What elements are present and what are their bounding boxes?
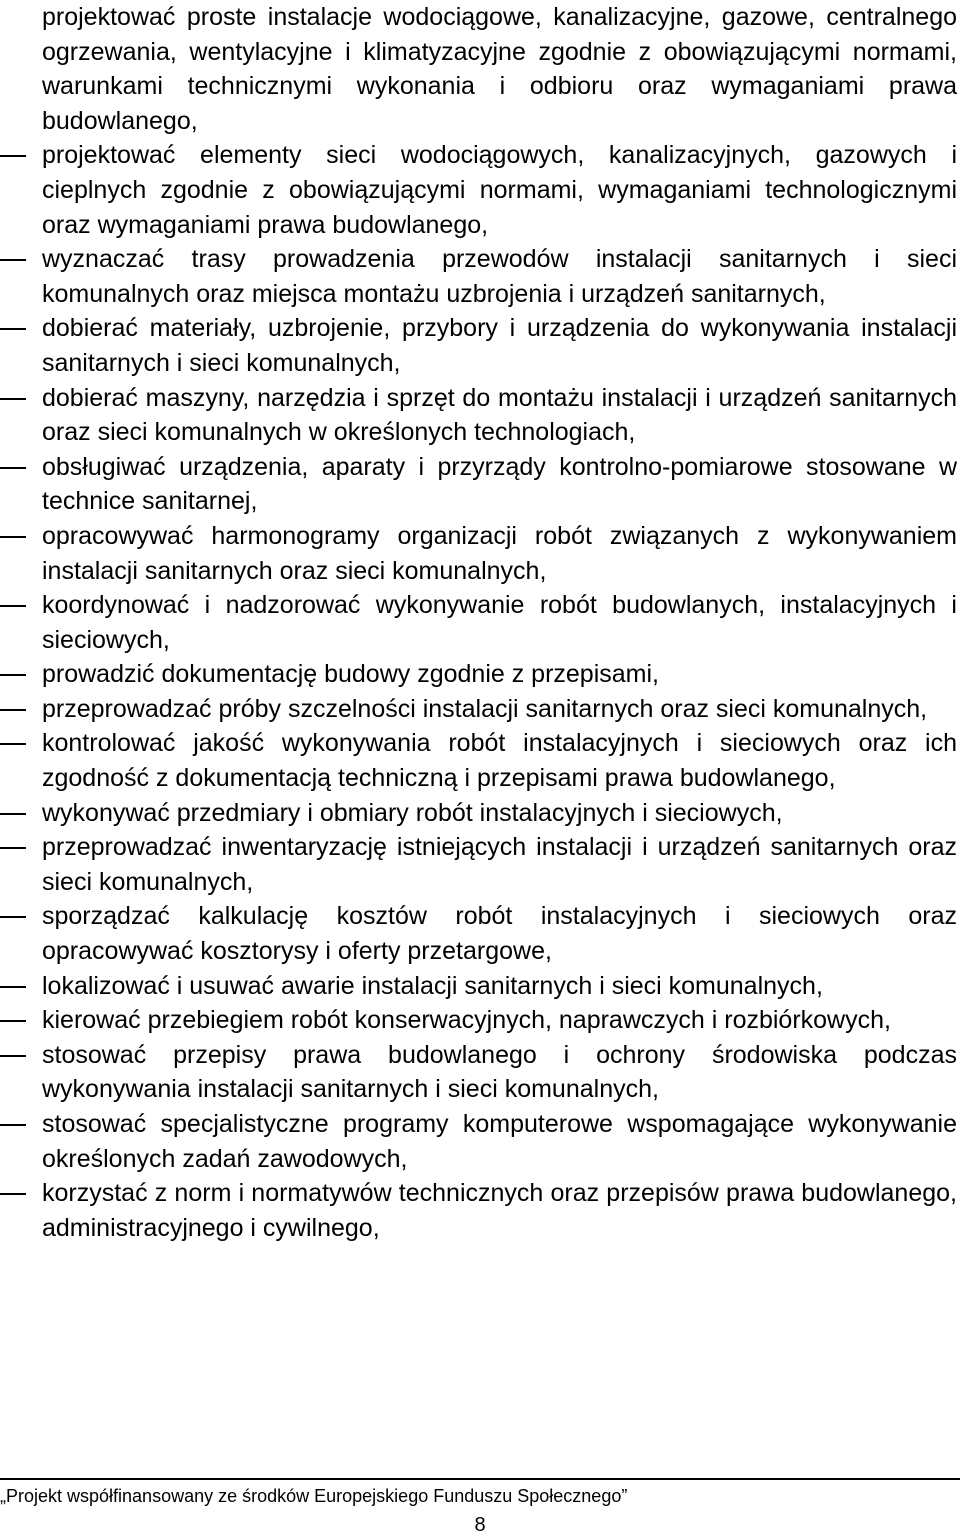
list-item-text: opracowywać harmonogramy organizacji robót związanych z wykonywaniem instalacji sanitarnych oraz sieci komunalnych, xyxy=(42,521,957,585)
list-item-text: dobierać maszyny, narzędzia i sprzęt do montażu instalacji i urządzeń sanitarnych oraz sieci komunalnych w określonych technologiach, xyxy=(42,383,957,447)
list-item-text: korzystać z norm i normatywów technicznych oraz przepisów prawa budowlanego, administracyjnego i cywilnego, xyxy=(42,1179,957,1242)
list-item-text: koordynować i nadzorować wykonywanie robót budowlanych, instalacyjnych i sieciowych, xyxy=(42,591,957,654)
dash-bullet-icon xyxy=(0,847,26,849)
page-number: 8 xyxy=(474,1514,486,1536)
list-item-text: prowadzić dokumentację budowy zgodnie z przepisami, xyxy=(42,660,659,689)
dash-bullet-icon xyxy=(0,1020,26,1022)
list-item-text: projektować proste instalacje wodociągowe, kanalizacyjne, gazowe, centralnego ogrzewania, wentylacyjne i klimatyzacyjne zgodnie z obowiązującymi normami, warunkami technicznymi wykonania i odbioru oraz wymaganiami prawa budowlanego, xyxy=(42,3,957,135)
dash-bullet-icon xyxy=(0,1124,26,1126)
dash-bullet-icon xyxy=(0,1193,26,1195)
dash-bullet-icon xyxy=(0,259,26,261)
list-item xyxy=(0,969,957,1004)
list-item-text: wykonywać przedmiary i obmiary robót instalacyjnych i sieciowych, xyxy=(42,798,783,827)
dash-bullet-icon xyxy=(0,709,26,711)
dash-bullet-icon xyxy=(0,536,26,538)
footer-text: „Projekt współfinansowany ze środków Europejskiego Funduszu Społecznego” xyxy=(0,1486,628,1506)
list-item-text: kontrolować jakość wykonywania robót instalacyjnych i sieciowych oraz ich zgodność z dokumentacją techniczną i przepisami prawa budowlanego, xyxy=(42,729,957,793)
list-item-text: przeprowadzać próby szczelności instalacji sanitarnych oraz sieci komunalnych, xyxy=(42,694,928,723)
dash-bullet-icon xyxy=(0,743,26,745)
dash-bullet-icon xyxy=(0,605,26,607)
list-item xyxy=(0,899,957,968)
dash-bullet-icon xyxy=(0,986,26,988)
footer-divider xyxy=(0,1478,960,1480)
list-item xyxy=(0,692,957,727)
list-item xyxy=(0,830,957,899)
list-item-text: stosować przepisy prawa budowlanego i ochrony środowiska podczas wykonywania instalacji sanitarnych i sieci komunalnych, xyxy=(42,1040,957,1104)
list-item-text: lokalizować i usuwać awarie instalacji sanitarnych i sieci komunalnych, xyxy=(42,971,823,1000)
list-item xyxy=(0,519,957,588)
list-item-text: kierować przebiegiem robót konserwacyjnych, naprawczych i rozbiórkowych, xyxy=(42,1006,891,1035)
list-item xyxy=(0,138,957,242)
list-item xyxy=(0,1003,957,1038)
list-item-text: wyznaczać trasy prowadzenia przewodów instalacji sanitarnych i sieci komunalnych oraz miejsca montażu uzbrojenia i urządzeń sanitarnych, xyxy=(42,245,957,308)
dash-bullet-icon xyxy=(0,1055,26,1057)
dash-bullet-icon xyxy=(0,916,26,918)
dash-bullet-icon xyxy=(0,467,26,469)
list-item-text: przeprowadzać inwentaryzację istniejących instalacji i urządzeń sanitarnych oraz sieci komunalnych, xyxy=(42,833,957,896)
list-item xyxy=(0,796,957,831)
list-item-text: stosować specjalistyczne programy komputerowe wspomagające wykonywanie określonych zadań zawodowych, xyxy=(42,1110,957,1173)
list-item xyxy=(0,588,957,657)
dash-bullet-icon xyxy=(0,328,26,330)
list-item xyxy=(0,311,957,380)
dash-bullet-icon xyxy=(0,398,26,400)
list-item-text: obsługiwać urządzenia, aparaty i przyrządy kontrolno-pomiarowe stosowane w technice sanitarnej, xyxy=(42,452,957,516)
list-item xyxy=(0,657,957,692)
list-item-text: sporządzać kalkulację kosztów robót instalacyjnych i sieciowych oraz opracowywać kosztorysy i oferty przetargowe, xyxy=(42,902,957,966)
list-item xyxy=(0,450,957,519)
list-item xyxy=(0,242,957,311)
dash-bullet-icon xyxy=(0,674,26,676)
dash-bullet-icon xyxy=(0,813,26,815)
list-item xyxy=(0,1107,957,1176)
list-item-text: projektować elementy sieci wodociągowych, kanalizacyjnych, gazowych i cieplnych zgodnie z obowiązującymi normami, wymaganiami technologicznymi oraz wymaganiami prawa budowlanego, xyxy=(42,141,957,239)
list-item xyxy=(0,381,957,450)
list-item xyxy=(0,1176,957,1245)
list-item xyxy=(0,0,957,138)
dash-bullet-icon xyxy=(0,155,26,157)
list-item-text: dobierać materiały, uzbrojenie, przybory i urządzenia do wykonywania instalacji sanitarnych i sieci komunalnych, xyxy=(42,314,957,377)
list-item xyxy=(0,726,957,795)
list-item xyxy=(0,1038,957,1107)
